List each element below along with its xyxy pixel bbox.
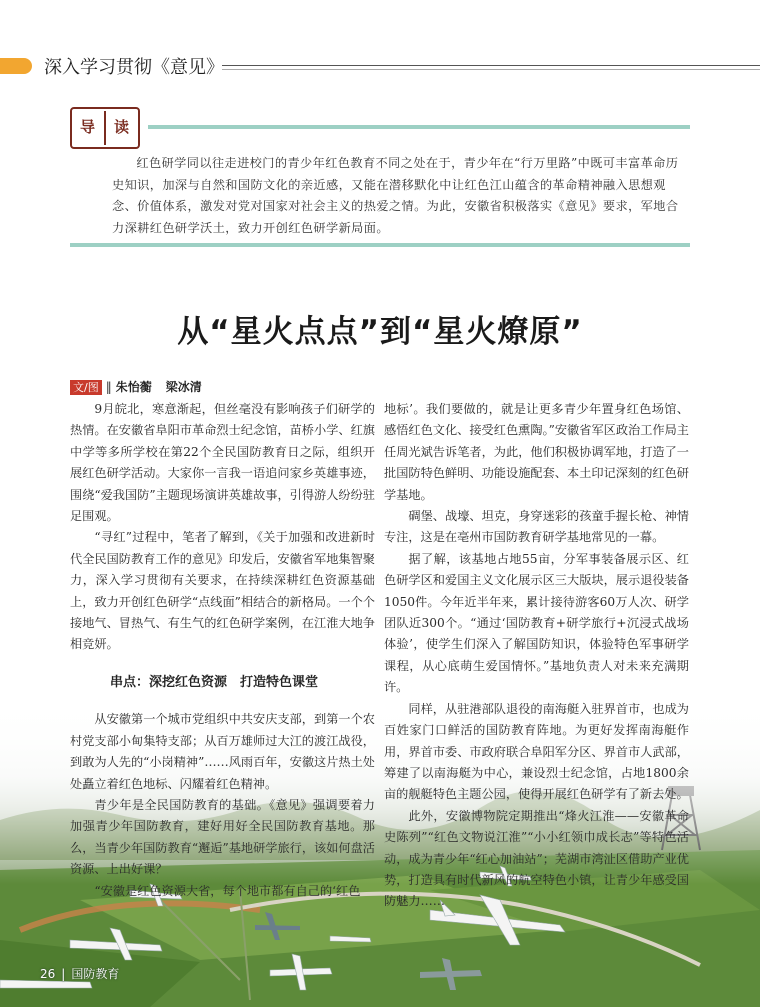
intro-bottom-rule <box>70 243 690 247</box>
byline-tag: 文/图 <box>70 380 102 395</box>
article-column-left <box>70 399 375 902</box>
author-name: 朱怡蘅 <box>115 380 152 394</box>
paragraph: 地标’。我们要做的，就是让更多青少年置身红色场馆、感悟红色文化、接受红色熏陶。”安徽省军区政治工作局主任周光斌告诉笔者，为此，他们积极协调军地，打造了一批国防特色鲜明、功能设施配套、本土印记深刻的红色研学基地。 <box>384 402 689 502</box>
header-rule-secondary <box>222 69 760 70</box>
page-footer <box>40 965 125 982</box>
paragraph: 从安徽第一个城市党组织中共安庆支部，到第一个农村党支部小甸集特支部；从百万雄师过大江的渡江战役，到敢为人先的“小岗精神”……风雨百年，安徽这片热土处处矗立着红色地标、闪耀着红色精神。 <box>70 712 375 791</box>
magazine-name: 国防教育 <box>71 967 120 981</box>
intro-label-left: 导 <box>80 118 96 136</box>
header-tab-marker <box>0 58 32 74</box>
footer-separator: | <box>61 967 66 981</box>
paragraph: “安徽是红色资源大省，每个地市都有自己的‘红色 <box>94 883 361 898</box>
intro-top-rule <box>148 125 690 129</box>
paragraph: 9月皖北，寒意渐起，但丝毫没有影响孩子们研学的热情。在安徽省阜阳市革命烈士纪念馆，苗桥小学、红旗中学等多所学校在第22个全民国防教育日之际，组织开展红色研学活动。大家你一言我一语追问家乡英雄事迹，围绕“爱我国防”主题现场演讲英雄故事，引得游人纷纷驻足围观。 <box>70 402 375 524</box>
intro-label-right: 读 <box>114 118 130 136</box>
paragraph: 青少年是全民国防教育的基础。《意见》强调要着力加强青少年国防教育，建好用好全民国防教育基地。那么，当青少年国防教育“邂逅”基地研学旅行，该如何盘活资源、上出好课？ <box>70 797 375 877</box>
byline <box>70 378 216 396</box>
author-name: 梁冰清 <box>165 380 202 394</box>
section-subheading: 串点：深挖红色资源 打造特色课堂 <box>110 674 319 690</box>
section-header <box>0 52 760 82</box>
page-number: 26 <box>40 967 56 981</box>
paragraph: “寻红”过程中，笔者了解到，《关于加强和改进新时代全民国防教育工作的意见》印发后，安徽省军地集智聚力，深入学习贯彻有关要求，在持续深耕红色资源基础上，致力开创红色研学“点线面”相结合的新格局。一个个接地气、冒热气、有生气的红色研学案例，在江淮大地争相竞妍。 <box>70 530 375 652</box>
byline-separator: ‖ <box>105 380 112 394</box>
paragraph: 碉堡、战壕、坦克，身穿迷彩的孩童手握长枪、神情专注，这是在亳州市国防教育研学基地常见的一幕。 <box>384 509 689 545</box>
section-title: 深入学习贯彻《意见》 <box>44 57 224 78</box>
intro-text: 红色研学同以往走进校门的青少年红色教育不同之处在于，青少年在“行万里路”中既可丰富革命历史知识，加深与自然和国防文化的亲近感，又能在潜移默化中让红色江山蕴含的革命精神融入思想观念、价值体系，激发对党对国家对社会主义的热爱之情。为此，安徽省积极落实《意见》要求，军地合力深耕红色研学沃土，致力开创红色研学新局面。 <box>112 156 679 235</box>
book-spine <box>104 111 106 145</box>
article-title: 从“星火点点”到“星火燎原” <box>177 314 583 350</box>
paragraph: 据了解，该基地占地55亩，分军事装备展示区、红色研学区和爱国主义文化展示区三大版块，展示退役装备1050件。今年近半年来，累计接待游客60万人次、研学团队近300个。“通过‘国防教育+研学旅行+沉浸式战场体验’，使学生们深入了解国防知识，体验特色军事研学课程，从心底萌生爱国情怀。”基地负责人对未来充满期许。 <box>384 551 689 695</box>
header-rule <box>222 65 760 66</box>
paragraph: 此外，安徽博物院定期推出“烽火江淮——安徽革命史陈列”“红色文物说江淮”“小小红领巾成长志”等特色活动，成为青少年“红心加油站”；芜湖市湾沚区借助产业优势，打造具有时代新风的航空特色小镇，让青少年感受国防魅力…… <box>384 808 689 909</box>
article-column-right <box>384 399 689 913</box>
intro-book-icon <box>70 107 140 149</box>
paragraph: 同样，从驻港部队退役的南海艇入驻界首市，也成为百姓家门口鲜活的国防教育阵地。为更好发挥南海艇作用，界首市委、市政府联合阜阳军分区、界首市人武部，筹建了以南海艇为中心，兼设烈士纪念馆，占地1800余亩的舰艇特色主题公园，使得开展红色研学有了新去处。 <box>384 701 689 802</box>
